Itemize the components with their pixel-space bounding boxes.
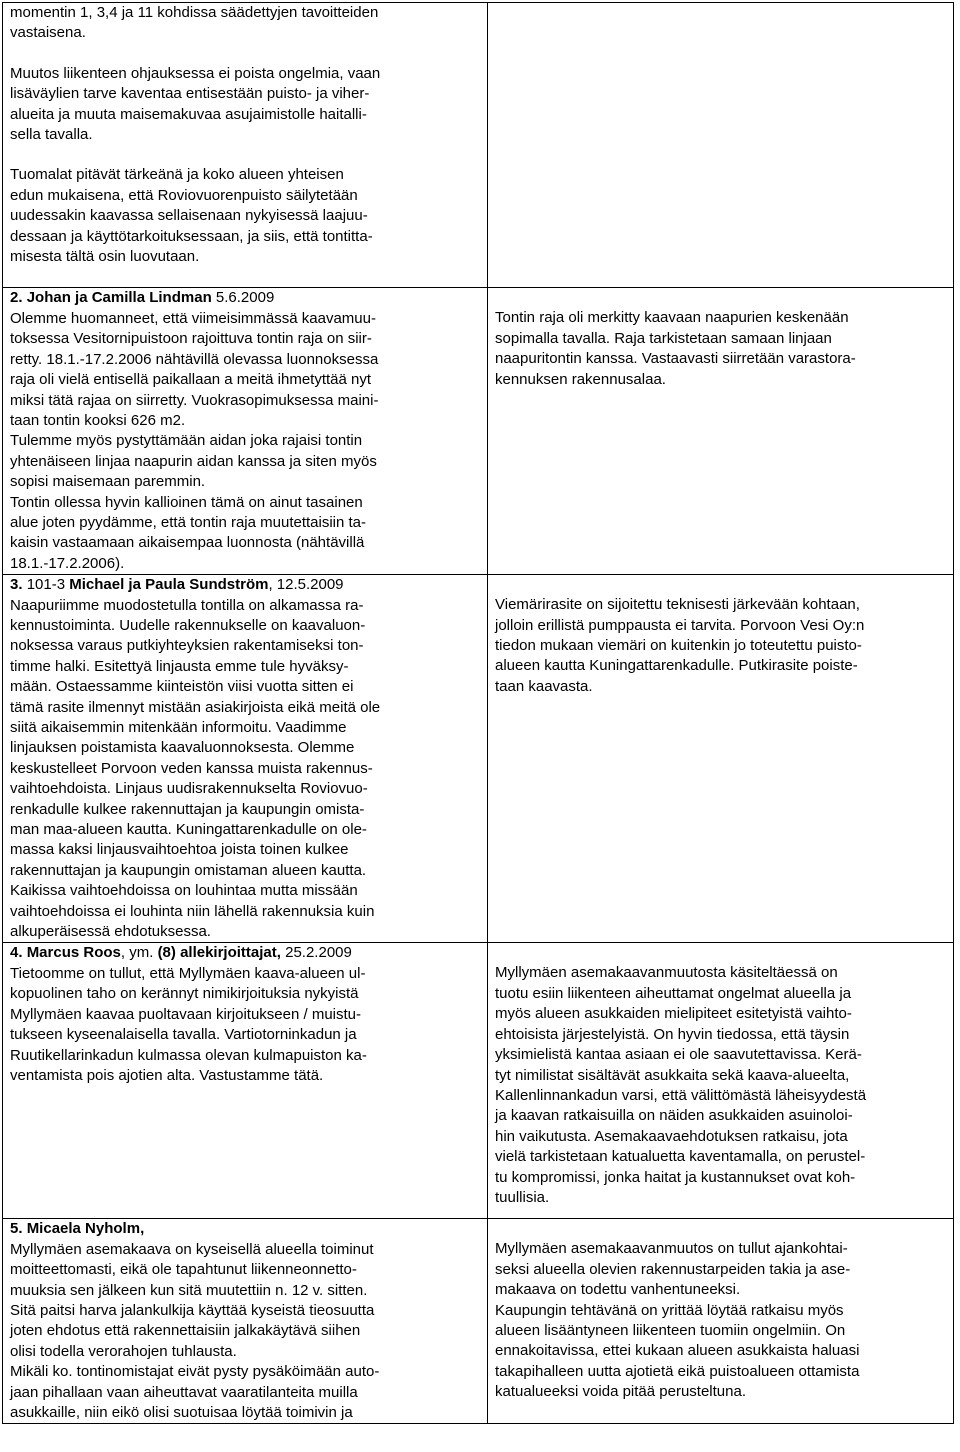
text-line: yhtenäiseen linjaa naapurin aidan kanssa ja siten myös (10, 452, 377, 470)
text-line: edun mukaisena, että Roviovuorenpuisto säilytetään (10, 186, 358, 204)
text-line: alueen lisääntyneen liikenteen tuomiin ongelmiin. On (495, 1321, 846, 1339)
table-row (3, 943, 954, 1219)
text-line: timme halki. Esitettyä linjausta emme tule hyväksy- (10, 657, 349, 675)
commenter-name: Marcus Roos (26, 944, 121, 962)
text-line: myös alueen asukkaiden mielipiteet esitetyistä vaihto- (495, 1005, 852, 1023)
comment-cell (3, 288, 488, 575)
text-line: kennuksen rakennusalaa. (495, 370, 666, 388)
text-line: misesta tältä osin luovutaan. (10, 248, 200, 266)
text-line: tukseen kyseenalaisella tavalla. Vartiotorninkadun ja (10, 1026, 357, 1044)
text-line: miksi tätä rajaa on siirretty. Vuokrasopimuksessa maini- (10, 391, 379, 409)
comment-reference: 101-3 (26, 576, 66, 594)
text-line: Olemme huomanneet, että viimeisimmässä kaavamuu- (10, 309, 376, 327)
text-line: Naapuriimme muodostetulla tontilla on alkamassa ra- (10, 596, 364, 614)
comment-heading (10, 288, 479, 308)
response-text (495, 595, 945, 697)
response-text (495, 308, 945, 390)
comment-date: , 12.5.2009 (268, 576, 344, 594)
text-line: ennakoitavissa, ettei kukaan alueen asukkaista haluasi (495, 1342, 860, 1360)
text-line: Mikäli ko. tontinomistajat eivät pysty pysäköimään auto- (10, 1363, 380, 1381)
text-line: muuksia sen jälkeen kun sitä muutettiin n. 12 v. sitten. (10, 1281, 368, 1299)
table-row (3, 1219, 954, 1424)
text-line: Tulemme myös pystyttämään aidan joka rajaisi tontin (10, 432, 363, 450)
text-line: momentin 1, 3,4 ja 11 kohdissa säädettyjen tavoitteiden (10, 4, 379, 21)
text-line: vastaisena. (10, 24, 86, 42)
text-line: vielä tarkistetaan katualuetta kaventamalla, on perustel- (495, 1148, 866, 1166)
commenter-name: Michael ja Paula Sundström (69, 576, 269, 594)
text-line: seksi alueella olevien rakennustarpeiden takia ja ase- (495, 1260, 851, 1278)
paragraph (10, 165, 479, 267)
response-cell (488, 288, 954, 575)
text-line: dessaan ja käyttötarkoituksessaan, ja siis, että tontitta- (10, 227, 373, 245)
text-line: taan kaavasta. (495, 677, 593, 695)
response-text (495, 963, 945, 1208)
text-line: noksessa varaus putkiyhteyksien rakentamiseksi ton- (10, 637, 364, 655)
text-line: tämä rasite ilmennyt mistään asiakirjoista eikä meitä ole (10, 698, 381, 716)
text-line: alkuperäisessä ehdotuksessa. (10, 923, 211, 941)
text-line: hin vaikutusta. Asemakaavaehdotuksen ratkaisu, jota (495, 1127, 848, 1145)
text-line: sella tavalla. (10, 126, 93, 144)
text-line: ehtoisista järjestelyistä. On hyvin tiedossa, että täysin (495, 1025, 850, 1043)
text-line: Ruutikellarinkadun kulmassa olevan kulmapuiston ka- (10, 1046, 367, 1064)
commenter-name: Johan ja Camilla Lindman (26, 289, 212, 307)
text-line: ja kaavan ratkaisuilla on näiden asukkaiden asuinoloi- (495, 1107, 853, 1125)
comment-heading (10, 1219, 479, 1239)
comment-text (10, 964, 479, 1086)
text-line: alue joten pyydämme, että tontin raja muutettaisiin ta- (10, 513, 367, 531)
text-line: rakennuttajan ja kaupungin omistaman alueen kautta. (10, 861, 367, 879)
comment-text (10, 596, 479, 943)
text-line: sopimalla tavalla. Raja tarkistetaan samaan linjaan (495, 329, 832, 347)
signatories: (8) allekirjoittajat, (157, 944, 281, 962)
text-line: moitteettomasti, eikä ole tapahtunut liikenneonnetto- (10, 1261, 357, 1279)
text-line: toksessa Vesitornipuistoon rajoittuva tontin raja on siir- (10, 330, 372, 348)
text-line: Viemärirasite on sijoitettu teknisesti järkevään kohtaan, (495, 596, 860, 614)
text-line: massa kaksi linjausvaihtoehtoa joista toinen kulkee (10, 841, 349, 859)
text-line: Kallenlinnankadun varsi, että välittömästä läheisyydestä (495, 1086, 867, 1104)
text-line: Sitä paitsi harva jalankulkija käyttää kyseistä tieosuutta (10, 1301, 375, 1319)
text-line: tyt nimilistat sisältävät asukkaita sekä kaava-alueelta, (495, 1066, 850, 1084)
text-line: Myllymäen asemakaavanmuutos on tullut ajankohtai- (495, 1240, 848, 1258)
paragraph (10, 64, 479, 146)
text-line: Tontin raja oli merkitty kaavaan naapurien keskenään (495, 309, 849, 327)
text-line: Myllymäen kaavaa puoltavaan kirjoitukseen / muistu- (10, 1005, 361, 1023)
table-row (3, 288, 954, 575)
text-line: Myllymäen asemakaava on kyseisellä alueella toiminut (10, 1240, 374, 1258)
text-line: retty. 18.1.-17.2.2006 nähtävillä olevassa luonnoksessa (10, 350, 379, 368)
table-row (3, 575, 954, 943)
text-line: alueita ja muuta maisemakuvaa asujaimistolle haitalli- (10, 105, 367, 123)
comment-cell (3, 575, 488, 943)
text-line: Kaikissa vaihtoehdoissa on louhintaa mutta missään (10, 882, 358, 900)
text-line: Tuomalat pitävät tärkeänä ja koko alueen yhteisen (10, 166, 344, 184)
response-cell (488, 3, 954, 288)
response-cell (488, 575, 954, 943)
text-line: joten ehdotus että rakennettaisiin jalkakäytävä siihen (10, 1322, 361, 1340)
text-line: ventamista pois ajotien alta. Vastustamme tätä. (10, 1066, 324, 1084)
text-line: taan tontin kooksi 626 m2. (10, 411, 186, 429)
text-line: kopuolinen taho on kerännyt nimikirjoituksia nykyistä (10, 985, 359, 1003)
text-line: raja oli vielä entisellä paikallaan a meitä ihmetyttää nyt (10, 371, 372, 389)
text-line: sopisi maisemaan paremmin. (10, 473, 206, 491)
response-text (495, 1239, 945, 1402)
comment-ym: , ym. (120, 944, 154, 962)
comment-cell (3, 3, 488, 288)
text-line: takapihalleen uutta ajotietä eikä puistoalueen ottamista (495, 1362, 860, 1380)
text-line: vaihtoehdoissa ei louhinta niin lähellä rakennuksia kuin (10, 902, 375, 920)
comment-number: 5. (10, 1220, 23, 1238)
text-line: siitä aikaisemmin mitenkään informoitu. Vaadimme (10, 719, 347, 736)
text-line: linjauksen poistamista kaavaluonnoksesta. Olemme (10, 739, 355, 757)
text-line: renkadulle kulkee rakennuttajan ja kaupungin omista- (10, 800, 365, 818)
text-line: man maa-alueen kautta. Kuningattarenkadulle on ole- (10, 821, 367, 839)
text-line: 18.1.-17.2.2006). (10, 554, 125, 572)
comment-date: 5.6.2009 (215, 289, 275, 307)
comment-text (10, 1240, 479, 1424)
paragraph (10, 3, 479, 44)
text-line: Kaupungin tehtävänä on yrittää löytää ratkaisu myös (495, 1301, 844, 1319)
comment-heading (10, 575, 479, 595)
text-line: jaan pihallaan vaan aiheuttavat vaaratilanteita muilla (10, 1383, 358, 1401)
text-line: jolloin erillistä pumppausta ei tarvita. Porvoon Vesi Oy:n (495, 616, 865, 634)
text-line: alueen kautta Kuningattarenkadulle. Putkirasite poiste- (495, 657, 858, 675)
commenter-name: Micaela Nyholm (26, 1220, 141, 1238)
comment-date: 25.2.2009 (285, 944, 352, 962)
text-line: olisi todella verorahojen tuhlausta. (10, 1342, 237, 1360)
comment-cell (3, 1219, 488, 1424)
comment-number: 3. (10, 576, 23, 594)
text-line: tuullisia. (495, 1188, 550, 1206)
text-line: tuotu esiin liikenteen aiheuttamat ongelmat alueella ja (495, 984, 852, 1002)
comment-cell (3, 943, 488, 1219)
text-line: tiedon mukaan viemäri on kuitenkin jo toteutettu puisto- (495, 636, 862, 654)
text-line: Tontin ollessa hyvin kallioinen tämä on ainut tasainen (10, 493, 363, 511)
response-cell (488, 943, 954, 1219)
text-line: lisäväylien tarve kaventaa entisestään puisto- ja viher- (10, 85, 370, 103)
text-line: vaihtoehdoista. Linjaus uudisrakennukselta Roviovuo- (10, 780, 368, 798)
table-row (3, 3, 954, 288)
comment-heading (10, 943, 479, 963)
text-line: keskustelleet Porvoon veden kanssa muista rakennus- (10, 759, 373, 777)
text-line: Myllymäen asemakaavanmuutosta käsiteltäessä on (495, 964, 838, 982)
text-line: kennustoiminta. Uudelle rakennukselle on kaavaluon- (10, 616, 366, 634)
text-line: tu kompromissi, jonka haitat ja kustannukset ovat koh- (495, 1168, 856, 1186)
comment-date: , (140, 1220, 145, 1238)
comment-response-table (2, 2, 954, 1424)
text-line: Tietoomme on tullut, että Myllymäen kaava-alueen ul- (10, 964, 366, 982)
text-line: makaava on todettu vanhentuneeksi. (495, 1281, 741, 1299)
text-line: mään. Ostaessamme kiinteistön viisi vuotta sitten ei (10, 678, 354, 696)
text-line: naapuritontin kanssa. Vastaavasti siirretään varastora- (495, 350, 856, 368)
comment-text (10, 309, 479, 574)
text-line: kaisin vastaamaan aikaisempaa luonnosta (nähtävillä (10, 534, 365, 552)
text-line: asukkaille, niin eikö olisi suotuisaa löytää toimivin ja (10, 1404, 353, 1421)
comment-number: 2. (10, 289, 23, 307)
text-line: yksimielistä kantaa asiaan ei ole saavutettavissa. Kerä- (495, 1046, 862, 1064)
text-line: uudessakin kaavassa sellaisenaan nykyisessä laajuu- (10, 207, 368, 225)
text-line: Muutos liikenteen ohjauksessa ei poista ongelmia, vaan (10, 64, 381, 82)
text-line: katualueeksi voida pitää perusteltuna. (495, 1383, 747, 1401)
comment-number: 4. (10, 944, 23, 962)
response-cell (488, 1219, 954, 1424)
